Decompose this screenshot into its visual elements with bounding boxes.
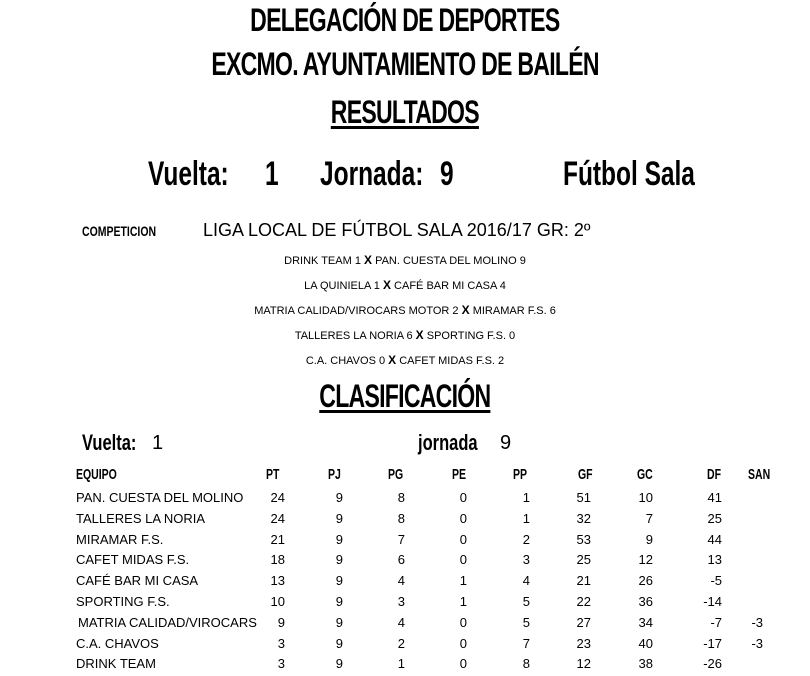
cell-team: CAFÉ BAR MI CASA <box>76 573 199 589</box>
cell-gc: 38 <box>638 656 653 672</box>
cell-pt: 18 <box>270 552 285 568</box>
col-pj: PJ <box>328 466 341 483</box>
results-title: RESULTADOS <box>330 94 480 130</box>
cell-pj: 9 <box>335 656 343 672</box>
competition-label: COMPETICION <box>82 223 157 239</box>
table-row <box>0 615 810 635</box>
cell-pe: 0 <box>459 614 467 630</box>
cell-df: 13 <box>707 552 722 568</box>
cell-pg: 6 <box>397 552 405 568</box>
cell-gc: 10 <box>638 490 653 505</box>
cell-pt: 24 <box>270 510 285 526</box>
cell-pp: 2 <box>522 531 530 547</box>
versus-icon: X <box>382 278 391 292</box>
cell-pj: 9 <box>335 573 343 589</box>
cell-gf: 27 <box>576 614 591 630</box>
municipality-title: EXCMO. AYUNTAMIENTO DE BAILÉN <box>211 46 599 82</box>
cell-pg: 8 <box>397 490 405 505</box>
col-equipo: EQUIPO <box>76 466 117 483</box>
table-row <box>0 636 810 656</box>
cell-pg: 1 <box>397 656 405 672</box>
cell-team: C.A. CHAVOS <box>76 635 159 651</box>
col-gf: GF <box>578 466 593 483</box>
cell-pj: 9 <box>335 635 343 651</box>
standings-jornada-value: 9 <box>500 432 512 454</box>
table-row <box>0 594 810 614</box>
cell-san: -3 <box>751 635 763 651</box>
cell-df: -7 <box>710 614 722 630</box>
cell-pg: 7 <box>397 531 405 547</box>
cell-gf: 25 <box>576 552 591 568</box>
cell-pe: 1 <box>459 594 467 609</box>
cell-gc: 26 <box>638 573 653 589</box>
header-line-1 <box>0 2 810 39</box>
round-jornada-value: 9 <box>440 155 454 193</box>
cell-df: -17 <box>703 635 722 651</box>
versus-icon: X <box>364 253 373 267</box>
cell-pt: 24 <box>270 490 285 505</box>
cell-pp: 5 <box>522 594 530 609</box>
cell-pp: 7 <box>522 635 530 651</box>
match-row: MATRIA CALIDAD/VIROCARS MOTOR 2 X MIRAMAR F.S. 6 <box>254 303 556 317</box>
table-header <box>0 466 810 486</box>
cell-gf: 21 <box>576 573 591 589</box>
col-pg: PG <box>388 466 404 483</box>
match-row: DRINK TEAM 1 X PAN. CUESTA DEL MOLINO 9 <box>284 253 526 267</box>
cell-pp: 3 <box>522 552 530 568</box>
standings-heading <box>0 378 810 415</box>
cell-pe: 0 <box>459 531 467 547</box>
standings-jornada-label: jornada <box>418 430 478 455</box>
cell-gf: 22 <box>576 594 591 609</box>
cell-df: -5 <box>710 573 722 589</box>
cell-gc: 40 <box>638 635 653 651</box>
col-san: SAN <box>748 466 771 483</box>
cell-df: -14 <box>703 594 722 609</box>
standings-title: CLASIFICACIÓN <box>319 378 491 414</box>
cell-pe: 0 <box>459 510 467 526</box>
cell-team: CAFET MIDAS F.S. <box>76 552 190 568</box>
col-df: DF <box>707 466 721 483</box>
cell-gc: 36 <box>638 594 653 609</box>
round-vuelta-value: 1 <box>265 155 279 193</box>
versus-icon: X <box>388 353 397 367</box>
cell-gc: 9 <box>645 531 653 547</box>
table-row <box>0 573 810 593</box>
cell-team: MATRIA CALIDAD/VIROCARS <box>78 614 257 630</box>
cell-gf: 12 <box>576 656 591 672</box>
cell-pg: 8 <box>397 510 405 526</box>
cell-pe: 0 <box>459 552 467 568</box>
cell-pj: 9 <box>335 552 343 568</box>
col-gc: GC <box>637 466 653 483</box>
cell-team: MIRAMAR F.S. <box>76 531 164 547</box>
cell-pj: 9 <box>335 510 343 526</box>
col-pe: PE <box>452 466 467 483</box>
table-row <box>0 656 810 676</box>
match-row: TALLERES LA NORIA 6 X SPORTING F.S. 0 <box>294 328 516 342</box>
cell-san: -3 <box>751 614 763 630</box>
cell-pe: 0 <box>459 656 467 672</box>
cell-gf: 51 <box>576 490 591 505</box>
cell-pj: 9 <box>335 531 343 547</box>
cell-gc: 7 <box>645 510 653 526</box>
cell-pp: 1 <box>522 490 530 505</box>
cell-pj: 9 <box>335 614 343 630</box>
cell-pt: 9 <box>277 614 285 630</box>
cell-pt: 10 <box>270 594 285 609</box>
header-line-2 <box>0 46 810 83</box>
col-pt: PT <box>266 466 280 483</box>
cell-df: 44 <box>707 531 722 547</box>
cell-pp: 1 <box>522 510 530 526</box>
round-vuelta-label: Vuelta: <box>148 155 229 193</box>
standings-vuelta-label: Vuelta: <box>82 430 137 455</box>
table-row <box>0 490 810 510</box>
cell-gf: 53 <box>576 531 591 547</box>
cell-pg: 3 <box>397 594 405 609</box>
table-row <box>0 511 810 531</box>
results-heading <box>0 94 810 131</box>
cell-gf: 32 <box>576 510 591 526</box>
cell-pj: 9 <box>335 490 343 505</box>
match-row: C.A. CHAVOS 0 X CAFET MIDAS F.S. 2 <box>305 353 505 367</box>
cell-pg: 4 <box>397 614 405 630</box>
table-row <box>0 552 810 572</box>
cell-df: 25 <box>707 510 722 526</box>
cell-team: TALLERES LA NORIA <box>76 510 206 526</box>
cell-gc: 12 <box>638 552 653 568</box>
organization-title: DELEGACIÓN DE DEPORTES <box>250 2 560 38</box>
cell-gc: 34 <box>638 614 653 630</box>
cell-pt: 3 <box>277 635 285 651</box>
cell-pe: 0 <box>459 635 467 651</box>
col-pp: PP <box>513 466 528 483</box>
cell-pj: 9 <box>335 594 343 609</box>
cell-pt: 3 <box>277 656 285 672</box>
cell-pt: 21 <box>270 531 285 547</box>
standings-vuelta-value: 1 <box>152 432 164 454</box>
cell-pp: 8 <box>522 656 530 672</box>
sport-name: Fútbol Sala <box>563 155 695 193</box>
cell-pg: 4 <box>397 573 405 589</box>
cell-gf: 23 <box>576 635 591 651</box>
cell-team: DRINK TEAM <box>76 656 156 672</box>
round-jornada-label: Jornada: <box>320 155 424 193</box>
versus-icon: X <box>461 303 470 317</box>
cell-df: 41 <box>707 490 722 505</box>
cell-team: PAN. CUESTA DEL MOLINO <box>76 490 244 505</box>
cell-pe: 1 <box>459 573 467 589</box>
cell-df: -26 <box>703 656 722 672</box>
match-row: LA QUINIELA 1 X CAFÉ BAR MI CASA 4 <box>304 278 506 292</box>
versus-icon: X <box>415 328 424 342</box>
cell-pe: 0 <box>459 490 467 505</box>
cell-pt: 13 <box>270 573 285 589</box>
competition-name: LIGA LOCAL DE FÚTBOL SALA 2016/17 GR: 2º <box>203 220 591 240</box>
cell-pg: 2 <box>397 635 405 651</box>
cell-team: SPORTING F.S. <box>76 594 170 609</box>
cell-pp: 4 <box>522 573 530 589</box>
table-row <box>0 532 810 552</box>
cell-pp: 5 <box>522 614 530 630</box>
